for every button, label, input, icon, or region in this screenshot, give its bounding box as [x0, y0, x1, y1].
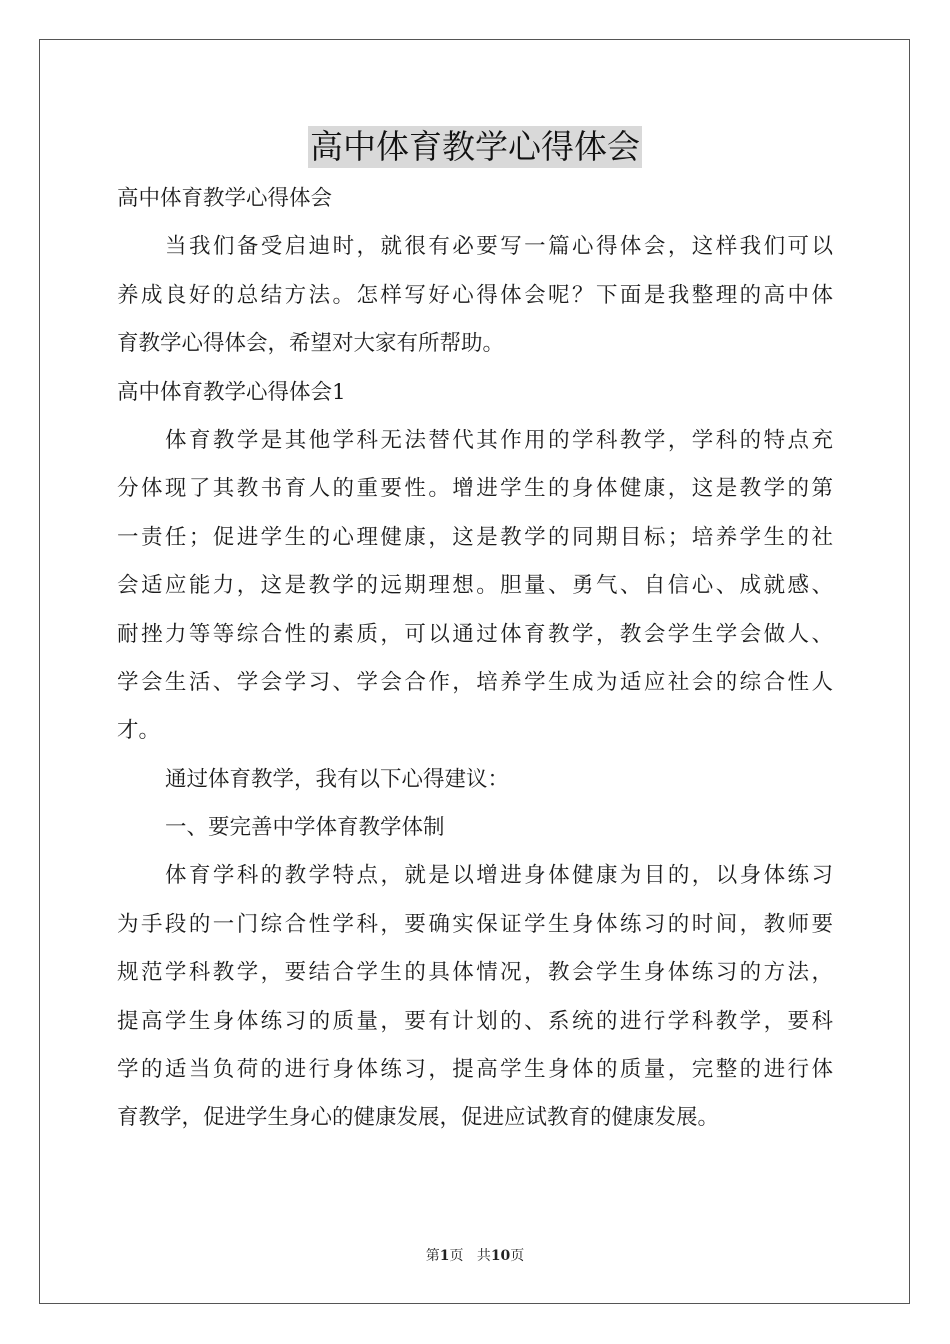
- footer-total-prefix: 共: [476, 1248, 491, 1264]
- text-line: 育教学心得体会，希望对大家有所帮助。: [117, 331, 505, 357]
- document-body: [117, 175, 833, 1143]
- text-line: 当我们备受启迪时，就很有必要写一篇心得体会，这样我们可以: [165, 234, 833, 260]
- text-line: 高中体育教学心得体会: [117, 186, 333, 211]
- text-line: 育教学，促进学生身心的健康发展，促进应试教育的健康发展。: [117, 1105, 720, 1131]
- document-title: 高中体育教学心得体会: [310, 127, 640, 166]
- text-line: 规范学科教学，要结合学生的具体情况，教会学生身体练习的方法，: [117, 960, 833, 986]
- footer-page-number: 1: [439, 1248, 450, 1264]
- footer-page-prefix: 第: [425, 1248, 440, 1264]
- page-footer: [0, 1247, 950, 1265]
- text-line: 体育学科的教学特点，就是以增进身体健康为目的，以身体练习: [165, 863, 833, 889]
- text-line: 体育教学是其他学科无法替代其作用的学科教学，学科的特点充: [165, 427, 833, 453]
- text-line: 为手段的一门综合性学科，要确实保证学生身体练习的时间，教师要: [117, 911, 833, 937]
- text-line: 一、要完善中学体育教学体制: [165, 815, 445, 841]
- text-line: 高中体育教学心得体会1: [117, 379, 346, 405]
- footer-page-suffix: 页: [449, 1248, 464, 1264]
- text-line: 耐挫力等等综合性的素质，可以通过体育教学，教会学生学会做人、: [117, 621, 833, 647]
- text-line: 提高学生身体练习的质量，要有计划的、系统的进行学科教学，要科: [117, 1008, 833, 1034]
- text-line: 通过体育教学，我有以下心得建议：: [165, 766, 510, 792]
- text-line: 分体现了其教书育人的重要性。增进学生的身体健康，这是教学的第: [117, 476, 833, 502]
- text-line: 一责任；促进学生的心理健康，这是教学的同期目标；培养学生的社: [117, 524, 833, 550]
- text-line: 才。: [117, 718, 161, 744]
- footer-total-suffix: 页: [510, 1248, 525, 1264]
- text-line: 养成良好的总结方法。怎样写好心得体会呢？下面是我整理的高中体: [117, 282, 833, 308]
- text-line: 学会生活、学会学习、学会合作，培养学生成为适应社会的综合性人: [117, 669, 833, 695]
- text-line: 学的适当负荷的进行身体练习，提高学生身体的质量，完整的进行体: [117, 1057, 833, 1083]
- title-container: [0, 126, 950, 168]
- text-line: 会适应能力，这是教学的远期理想。胆量、勇气、自信心、成就感、: [117, 573, 833, 599]
- footer-total-pages: 10: [490, 1248, 511, 1264]
